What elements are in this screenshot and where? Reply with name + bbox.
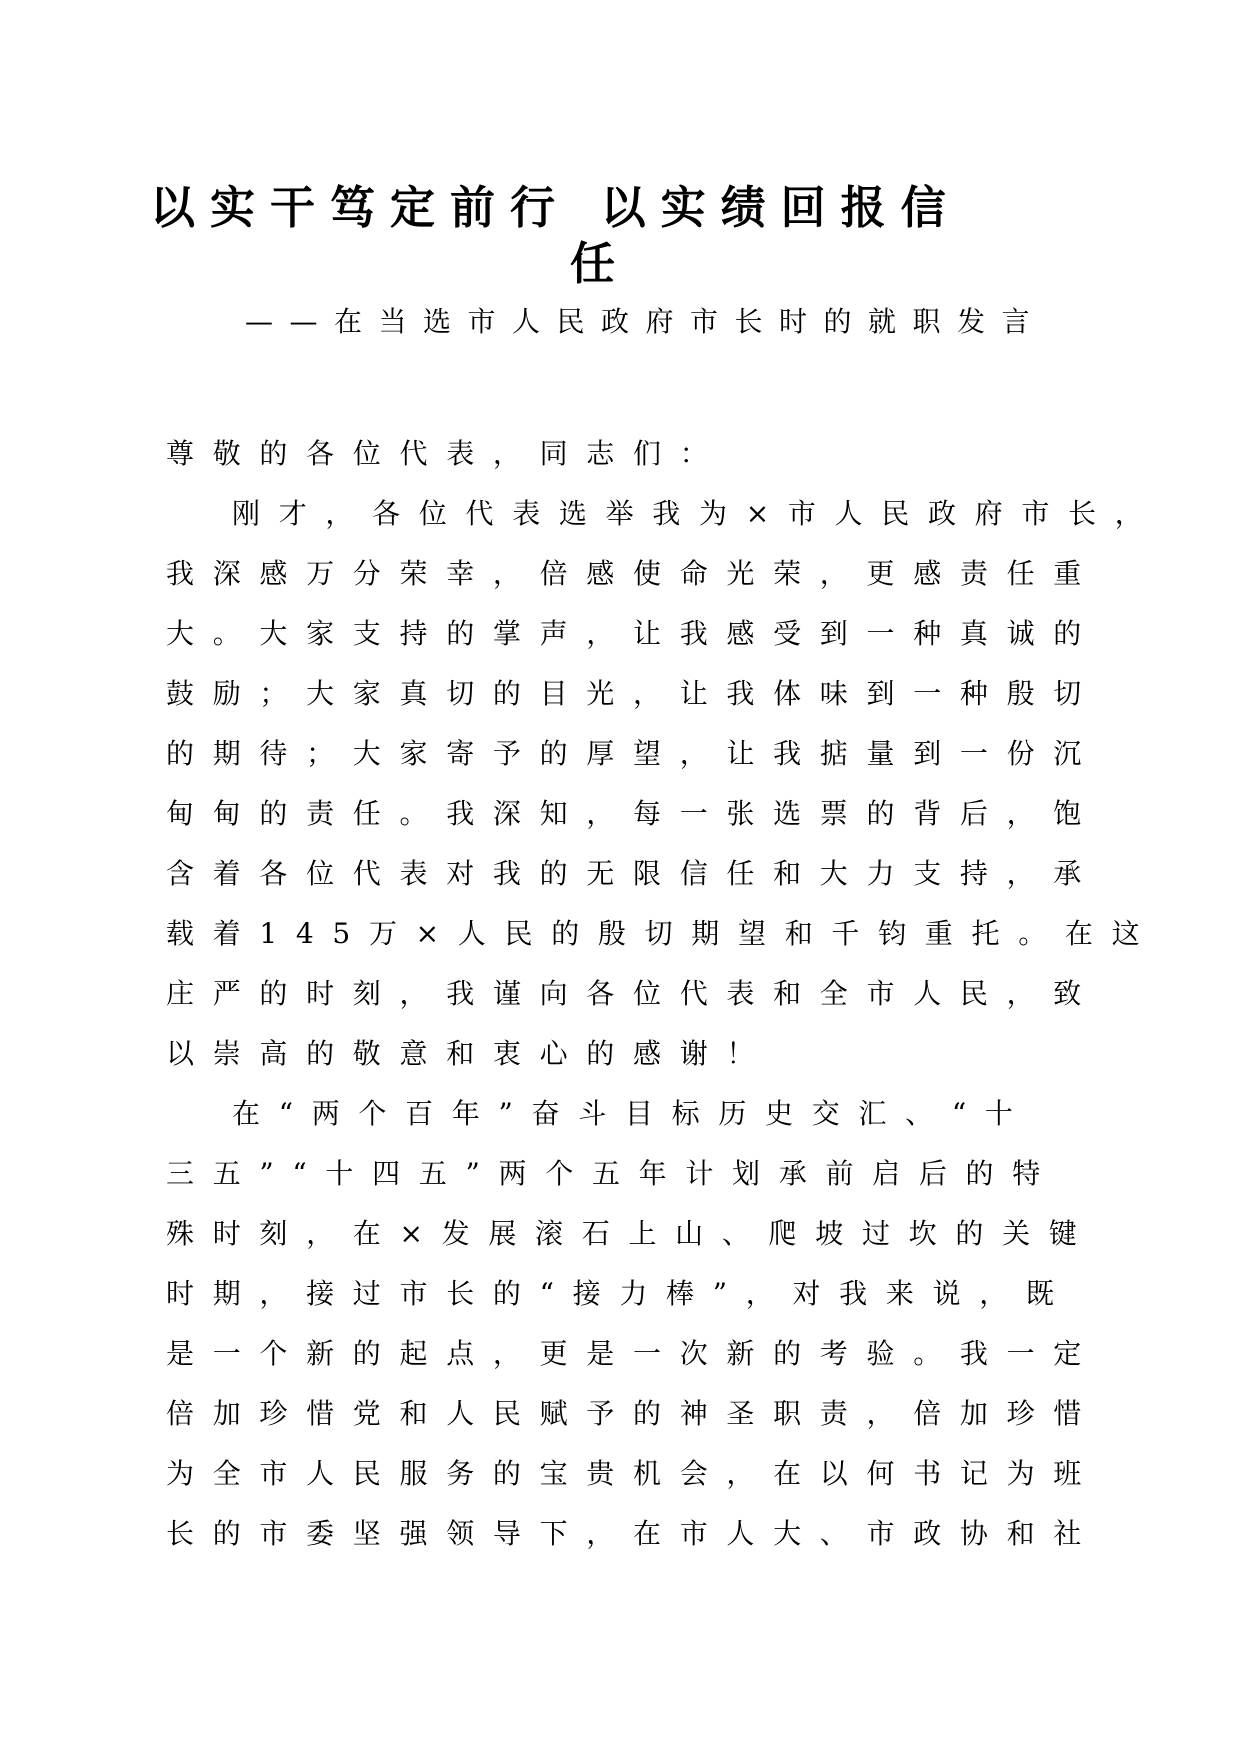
document-title bbox=[150, 180, 1050, 292]
document-subtitle: ——在当选市人民政府市长时的就职发言 bbox=[245, 305, 1047, 338]
paragraph-line: 倍加珍惜党和人民赋予的神圣职责，倍加珍惜 bbox=[166, 1397, 1101, 1430]
paragraph-line: 在“两个百年”奋斗目标历史交汇、“十 bbox=[232, 1097, 1032, 1130]
paragraph-line: 大。大家支持的掌声，让我感受到一种真诚的 bbox=[166, 617, 1101, 650]
paragraph-line: 我深感万分荣幸，倍感使命光荣，更感责任重 bbox=[166, 557, 1101, 590]
paragraph-line: 长的市委坚强领导下，在市人大、市政协和社 bbox=[166, 1517, 1101, 1550]
salutation-line: 尊敬的各位代表，同志们： bbox=[166, 437, 727, 470]
title-line-1: 以实干笃定前行 以实绩回报信 bbox=[150, 181, 961, 234]
paragraph-line: 时期，接过市长的“接力棒”，对我来说，既 bbox=[166, 1277, 1073, 1310]
paragraph-line: 刚才，各位代表选举我为×市人民政府市长， bbox=[232, 497, 1162, 530]
title-line-2: 任 bbox=[569, 237, 630, 290]
paragraph-line: 三五”“十四五”两个五年计划承前启后的特 bbox=[166, 1157, 1059, 1190]
paragraph-line: 以崇高的敬意和衷心的感谢！ bbox=[166, 1037, 774, 1070]
paragraph-line: 为全市人民服务的宝贵机会，在以何书记为班 bbox=[166, 1457, 1101, 1490]
paragraph-line: 鼓励；大家真切的目光，让我体味到一种殷切 bbox=[166, 677, 1101, 710]
paragraph-line: 载着145万×人民的殷切期望和千钧重托。在这 bbox=[166, 917, 1159, 950]
paragraph-line: 含着各位代表对我的无限信任和大力支持，承 bbox=[166, 857, 1101, 890]
paragraph-line: 是一个新的起点，更是一次新的考验。我一定 bbox=[166, 1337, 1101, 1370]
paragraph-line: 的期待；大家寄予的厚望，让我掂量到一份沉 bbox=[166, 737, 1101, 770]
paragraph-line: 殊时刻，在×发展滚石上山、爬坡过坎的关键 bbox=[166, 1217, 1096, 1250]
paragraph-line: 甸甸的责任。我深知，每一张选票的背后，饱 bbox=[166, 797, 1101, 830]
paragraph-line: 庄严的时刻，我谨向各位代表和全市人民，致 bbox=[166, 977, 1101, 1010]
